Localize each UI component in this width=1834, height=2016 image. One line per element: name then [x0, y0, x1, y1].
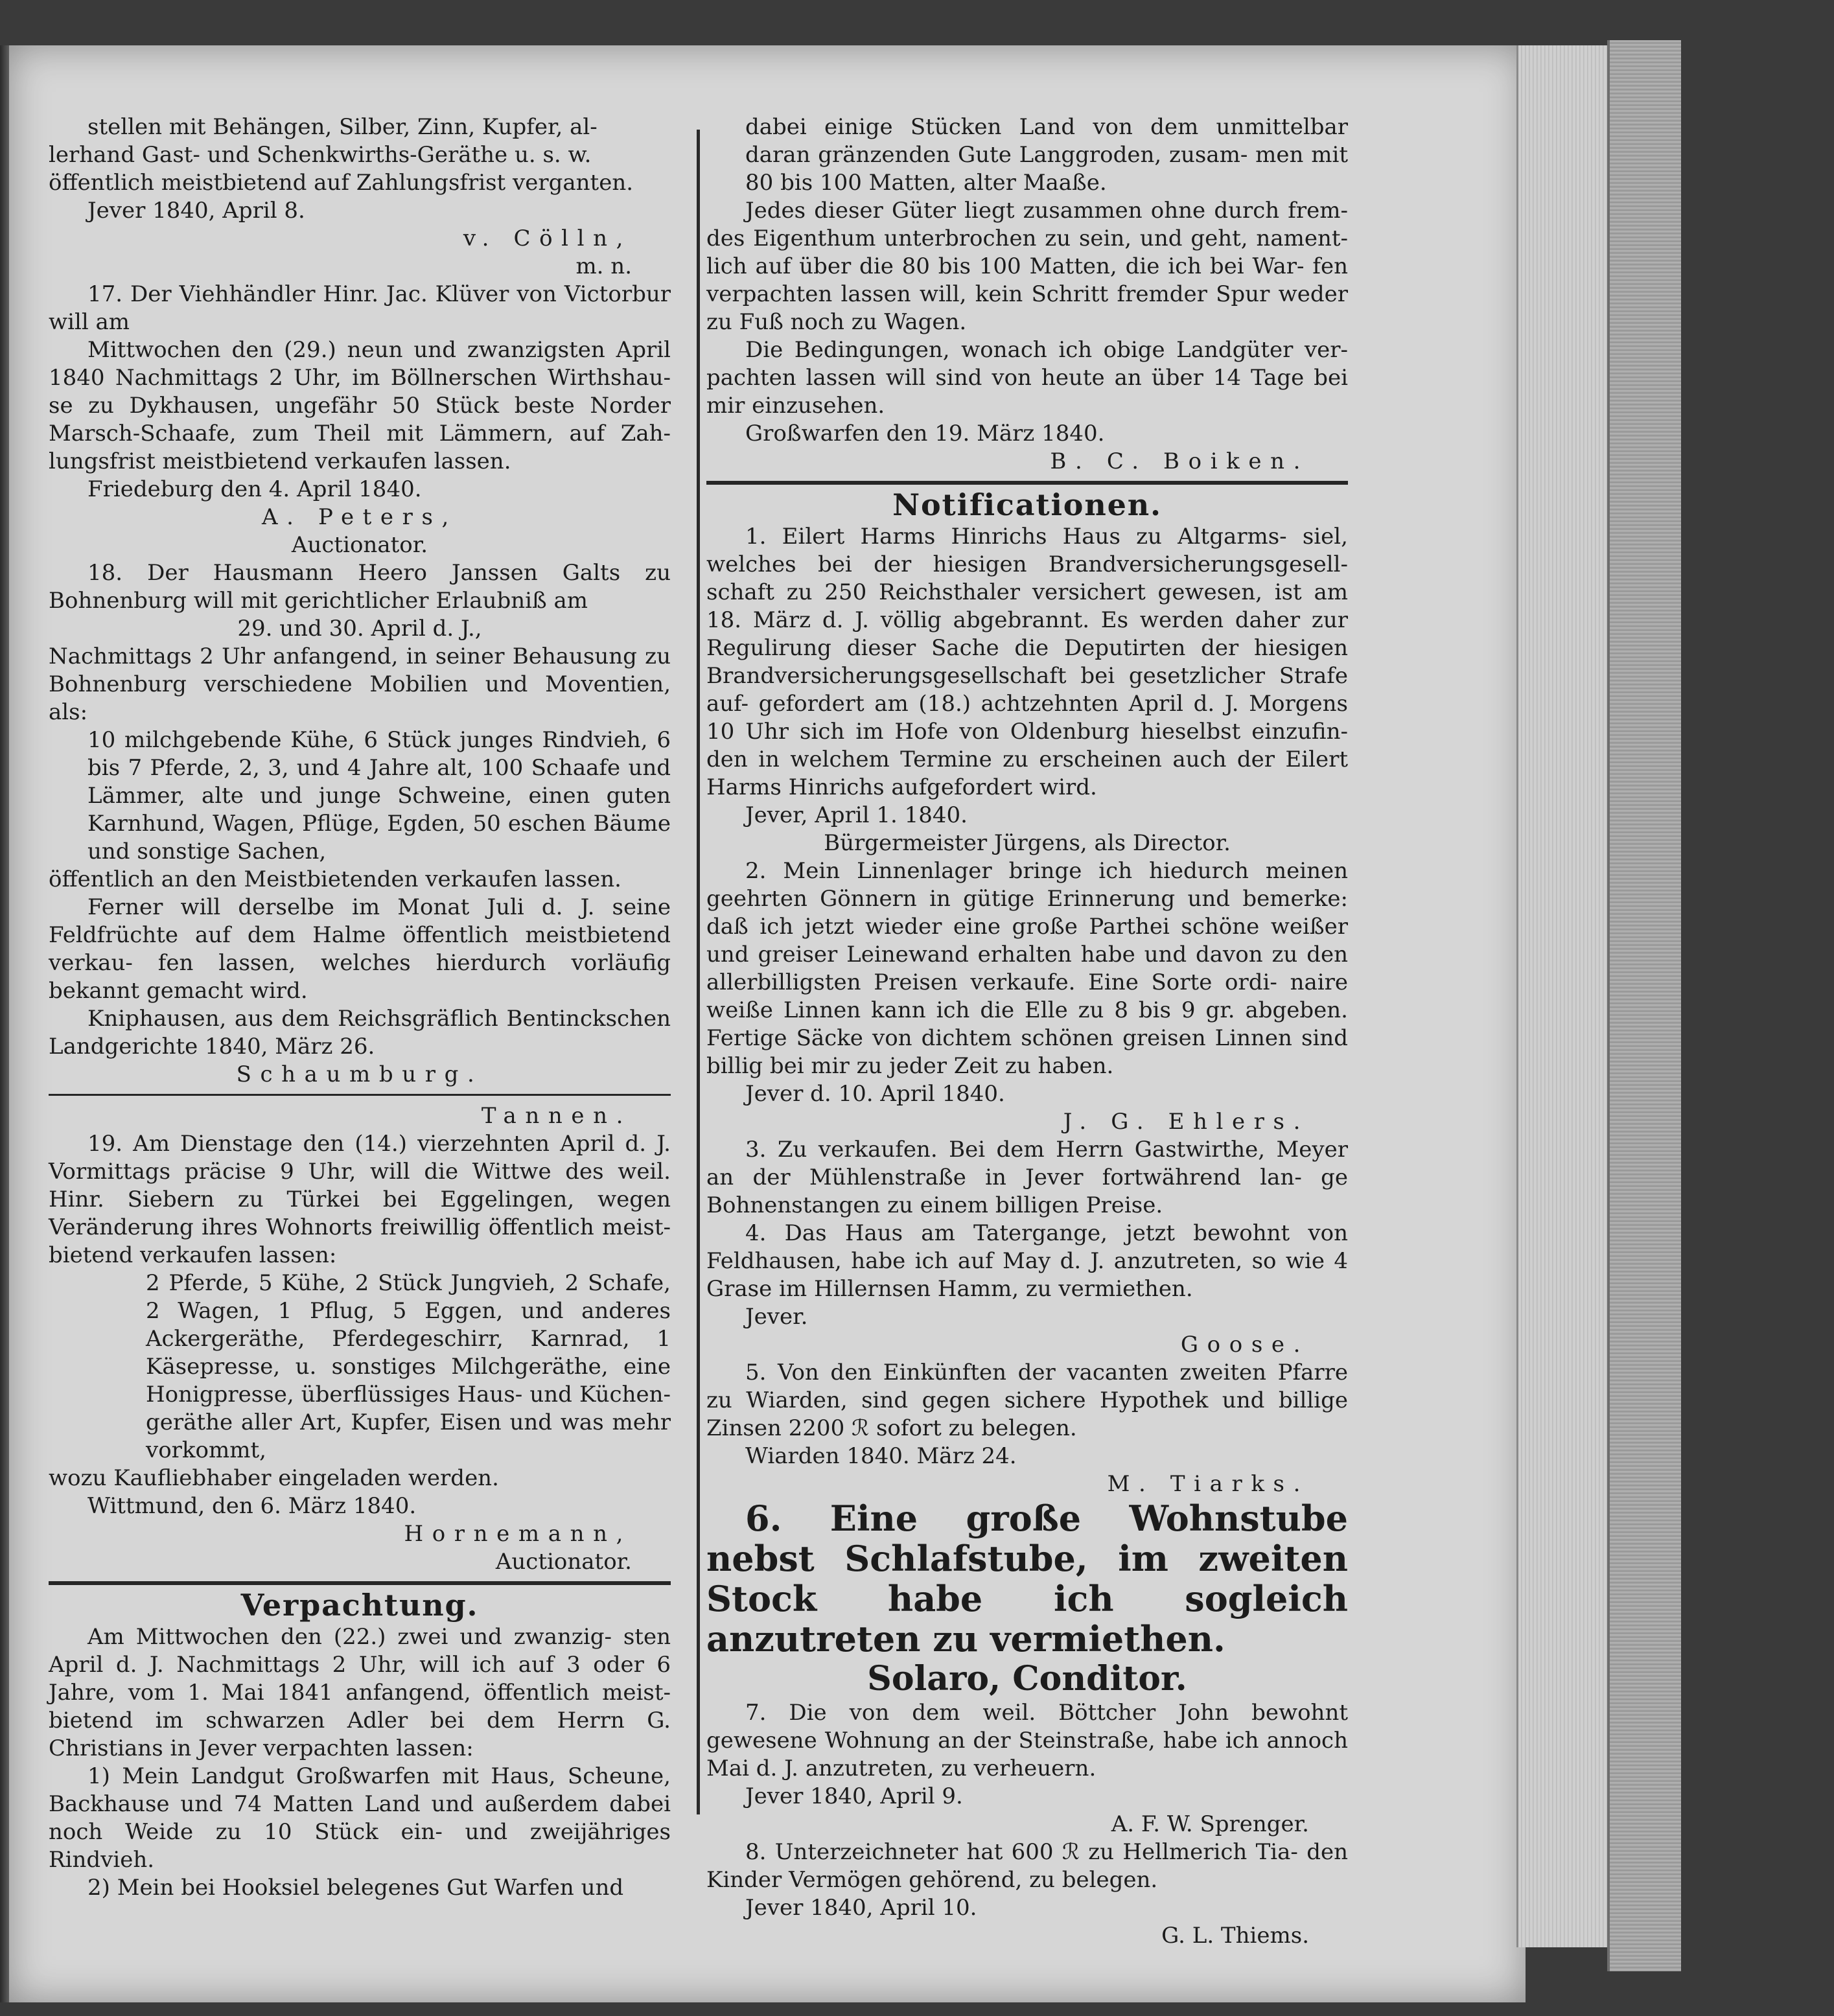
- notice-18-body: öffentlich an den Meistbietenden verkaufen lassen.: [49, 866, 621, 892]
- lease-item-1: 1) Mein Landgut Großwarfen mit Haus, Scheune, Backhause und 74 Matten Land und außerdem dabei noch Weide zu 10 Stück ein- und zweijähriges Rindvieh.: [49, 1763, 671, 1873]
- signature: Schaumburg.: [236, 1061, 483, 1087]
- signature-note: m. n.: [575, 253, 632, 279]
- notice-3: 3. Zu verkaufen. Bei dem Herrn Gastwirthe, Meyer an der Mühlenstraße in Jever fortwährend lan- ge Bohnenstangen zu einem billigen Preise.: [706, 1137, 1348, 1218]
- date-line: Wiarden 1840. März 24.: [745, 1443, 1017, 1469]
- date-line: Jever 1840, April 8.: [87, 198, 305, 224]
- book-binding: [1607, 40, 1681, 1971]
- notice-18-body: Nachmittags 2 Uhr anfangend, in seiner Behausung zu Bohnenburg verschiedene Mobilien und Moventien, als:: [49, 643, 671, 725]
- notice-4: 4. Das Haus am Tatergange, jetzt bewohnt von Feldhausen, habe ich auf May d. J. anzutreten, so wie 4 Grase im Hillernsen Hamm, zu vermiethen.: [706, 1220, 1348, 1302]
- notice-19: 19. Am Dienstage den (14.) vierzehnten April d. J. Vormittags präcise 9 Uhr, will die Wittwe des weil. Hinr. Siebern zu Türkei bei Eggelingen, wegen Veränderung ihres Wohnorts freiwillig öffentlich meist- bietend verkaufen lassen:: [49, 1131, 671, 1268]
- notice-2: 2. Mein Linnenlager bringe ich hiedurch meinen geehrten Gönnern in gütige Erinnerung und bemerke: daß ich jetzt wieder eine große Parthei schöne weißer und greiser Leinewand erhalten habe und davon zu den allerbilligsten Preisen verkaufe. Eine Sorte ordi- naire weiße Linnen kann ich die Elle zu 8 bis 9 gr. abgeben. Fertige Säcke von dichtem schönen greisen Linnen sind billig bei mir zu jeder Zeit zu haben.: [706, 858, 1348, 1079]
- signature: A. F. W. Sprenger.: [1111, 1811, 1309, 1837]
- notice-8: 8. Unterzeichneter hat 600 ℛ zu Hellmerich Tia- den Kinder Vermögen gehörend, zu belegen.: [706, 1839, 1348, 1893]
- date-line: Jever, April 1. 1840.: [745, 802, 968, 828]
- lease-body: Die Bedingungen, wonach ich obige Landgüter ver- pachten lassen will sind von heute an über 14 Tage bei mir einzusehen.: [706, 337, 1348, 419]
- notice-18: 18. Der Hausmann Heero Janssen Galts zu Bohnenburg will mit gerichtlicher Erlaubniß am: [49, 560, 671, 614]
- date-line: Großwarfen den 19. März 1840.: [745, 421, 1105, 446]
- lease-body: Am Mittwochen den (22.) zwei und zwanzig- sten April d. J. Nachmittags 2 Uhr, will ich auf 3 oder 6 Jahre, vom 1. Mai 1841 anfangend, öffentlich meist- bietend im schwarzen Adler bei dem Herrn G. Christians in Jever verpachten lassen:: [49, 1624, 671, 1761]
- date-line: Jever 1840, April 9.: [745, 1783, 963, 1809]
- notice-17: 17. Der Viehhändler Hinr. Jac. Klüver von Victorbur will am: [49, 281, 671, 335]
- notice-19-items: 2 Pferde, 5 Kühe, 2 Stück Jungvieh, 2 Schafe, 2 Wagen, 1 Pflug, 5 Eggen, und anderes Ackergeräthe, Pferdegeschirr, Karnrad, 1 Käsepresse, u. sonstiges Milchgeräthe, eine Honigpresse, überflüssiges Haus- und Küchen- geräthe aller Art, Kupfer, Eisen und was mehr vorkommt,: [146, 1270, 671, 1463]
- signature: G. L. Thiems.: [1161, 1923, 1309, 1949]
- text-line: stellen mit Behängen, Silber, Zinn, Kupfer, al-: [87, 114, 598, 140]
- text-line: lerhand Gast- und Schenkwirths-Geräthe u. s. w.: [49, 142, 592, 168]
- notice-1: 1. Eilert Harms Hinrichs Haus zu Altgarms- siel, welches bei der hiesigen Brandversicherungsgesell- schaft zu 250 Reichsthaler versichert gewesen, ist am 18. März d. J. völlig abgebrannt. Es werden daher zur Regulirung dieser Sache die Deputirten der hiesigen Brandversicherungsgesellschaft bei gesetzlicher Strafe auf- gefordert am (18.) achtzehnten April d. J. Morgens 10 Uhr sich im Hofe von Oldenburg hieselbst einzufin- den in welchem Termine zu erscheinen auch der Eilert Harms Hinrichs aufgefordert wird.: [706, 524, 1348, 800]
- notice-18-items: 10 milchgebende Kühe, 6 Stück junges Rindvieh, 6 bis 7 Pferde, 2, 3, und 4 Jahre alt, 100 Schaafe und Lämmer, alte und junge Schweine, einen guten Karnhund, Wagen, Pflüge, Egden, 50 eschen Bäume und sonstige Sachen,: [87, 727, 671, 864]
- section-rule: [49, 1581, 671, 1585]
- text-line: öffentlich meistbietend auf Zahlungsfrist verganten.: [49, 170, 634, 196]
- notice-17-body: Mittwochen den (29.) neun und zwanzigsten April 1840 Nachmittags 2 Uhr, im Böllnerschen Wirthshau- se zu Dykhausen, ungefähr 50 Stück beste Norder Marsch-Schaafe, zum Theil mit Lämmern, auf Zah- lungsfrist meistbietend verkaufen lassen.: [49, 337, 671, 474]
- date-line: Jever d. 10. April 1840.: [745, 1081, 1005, 1107]
- date-line: Jever 1840, April 10.: [745, 1895, 977, 1921]
- signature: Goose.: [1180, 1332, 1309, 1358]
- rule: [49, 1094, 671, 1096]
- notice-7: 7. Die von dem weil. Böttcher John bewohnt gewesene Wohnung an der Steinstraße, habe ich annoch Mai d. J. anzutreten, zu verheuern.: [706, 1700, 1348, 1781]
- signature: A. Peters,: [262, 504, 458, 530]
- page-edges: [1516, 45, 1609, 1947]
- signature: B. C. Boiken.: [1050, 448, 1309, 474]
- notice-6: 6. Eine große Wohnstube nebst Schlafstube, im zweiten Stock habe ich sogleich anzutreten zu vermiethen.: [706, 1498, 1348, 1660]
- section-rule: [706, 481, 1348, 485]
- lease-item-2: 2) Mein bei Hooksiel belegenes Gut Warfen und: [87, 1875, 624, 1901]
- notice-19-body: wozu Kaufliebhaber eingeladen werden.: [49, 1465, 499, 1491]
- notice-18-date: 29. und 30. April d. J.,: [237, 616, 482, 642]
- date-line: Friedeburg den 4. April 1840.: [87, 476, 422, 502]
- left-column: [49, 113, 671, 1902]
- notice-18-place: Kniphausen, aus dem Reichsgräflich Bentinckschen Landgerichte 1840, März 26.: [49, 1006, 671, 1060]
- signature: v. Cölln,: [463, 226, 632, 251]
- signature: J. G. Ehlers.: [1063, 1109, 1309, 1135]
- date-line: Wittmund, den 6. März 1840.: [87, 1493, 417, 1519]
- signature: M. Tiarks.: [1107, 1471, 1309, 1497]
- column-divider: [697, 130, 700, 1814]
- signature: Tannen.: [481, 1103, 632, 1129]
- lease-body: Jedes dieser Güter liegt zusammen ohne durch frem- des Eigenthum unterbrochen zu sein, und geht, nament- lich auf über die 80 bis 100 Matten, die ich bei War- fen verpachten lassen will, kein Schritt fremder Spur weder zu Fuß noch zu Wagen.: [706, 198, 1348, 335]
- notice-18-body: Ferner will derselbe im Monat Juli d. J. seine Feldfrüchte auf dem Halme öffentlich meistbietend verkau- fen lassen, welches hierdurch vorläufig bekannt gemacht wird.: [49, 894, 671, 1004]
- signature: Solaro, Conditor.: [867, 1659, 1187, 1698]
- right-column: [706, 113, 1348, 1950]
- signature-title: Auctionator.: [291, 532, 428, 558]
- lease-continued: dabei einige Stücken Land von dem unmittelbar daran gränzenden Gute Langgroden, zusam- men mit 80 bis 100 Matten, alter Maaße.: [745, 114, 1348, 196]
- date-line: Jever.: [745, 1304, 808, 1330]
- signature-title: Auctionator.: [495, 1549, 632, 1575]
- section-heading-notificationen: Notificationen.: [892, 487, 1162, 522]
- section-heading-verpachtung: Verpachtung.: [240, 1588, 479, 1623]
- signature: Bürgermeister Jürgens, als Director.: [824, 830, 1231, 856]
- notice-5: 5. Von den Einkünften der vacanten zweiten Pfarre zu Wiarden, sind gegen sichere Hypothek und billige Zinsen 2200 ℛ sofort zu belegen.: [706, 1360, 1348, 1441]
- signature: Hornemann,: [404, 1521, 632, 1547]
